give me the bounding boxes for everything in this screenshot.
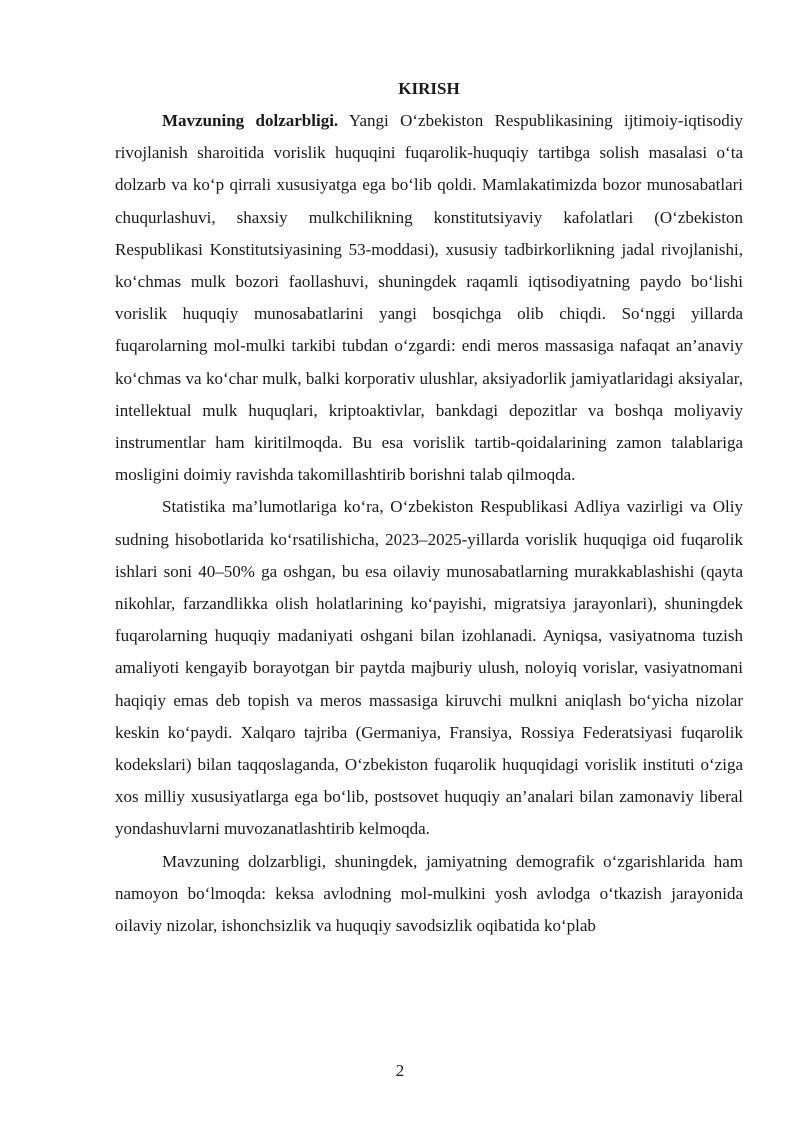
section-heading: KIRISH: [398, 79, 460, 98]
paragraph-text: Mavzuning dolzarbligi, shuningdek, jamiyatning demografik o‘zgarishlarida ham namoyon bo‘lmoqda: keksa avlodning mol-mulkini yosh avlodga o‘tkazish jarayonida oilaviy nizolar, ishonchsizlik va huquqiy savodsizlik oqibatida ko‘plab: [115, 851, 743, 936]
paragraph-2: [115, 491, 743, 845]
paragraph-text: Statistika ma’lumotlariga ko‘ra, O‘zbekiston Respublikasi Adliya vazirligi va Oliy sudning hisobotlarida ko‘rsatilishicha, 2023–2025-yillarda vorislik huquqiga oid fuqarolik ishlari soni 40–50% ga oshgan, bu esa oilaviy munosabatlarning murakkablashishi (qayta nikohlar, farzandlikka olish holatlarining ko‘payishi, migratsiya jarayonlari), shuningdek fuqarolarning huquqiy madaniyati oshgani bilan izohlanadi. Ayniqsa, vasiyatnoma tuzish amaliyoti kengayib borayotgan bir paytda majburiy ulush, noloyiq vorislar, vasiyatnomani haqiqiy emas deb topish va meros massasiga kiruvchi mulkni aniqlash bo‘yicha nizolar keskin ko‘paydi. Xalqaro tajriba (Germaniya, Fransiya, Rossiya Federatsiyasi fuqarolik kodekslari) bilan taqqoslaganda, O‘zbekiston fuqarolik huquqidagi vorislik instituti o‘ziga xos milliy xususiyatlarga ega bo‘lib, postsovet huquqiy an’analari bilan zamonaviy liberal yondashuvlarni muvozanatlashtirib kelmoqda.: [115, 497, 743, 839]
paragraph-lead: Mavzuning dolzarbligi.: [162, 111, 339, 130]
page-number: 2: [395, 1061, 405, 1080]
paragraph-text: Yangi O‘zbekiston Respublikasining ijtimoiy-iqtisodiy rivojlanish sharoitida vorislik huquqini fuqarolik-huquqiy tartibga solish masalasi o‘ta dolzarb va ko‘p qirrali xususiyatga ega bo‘lib qoldi. Mamlakatimizda bozor munosabatlari chuqurlashuvi, shaxsiy mulkchilikning konstitutsiyaviy kafolatlari (O‘zbekiston Respublikasi Konstitutsiyasining 53-moddasi), xususiy tadbirkorlikning jadal rivojlanishi, ko‘chmas mulk bozori faollashuvi, shuningdek raqamli iqtisodiyatning paydo bo‘lishi vorislik huquqiy munosabatlarini yangi bosqichga olib chiqdi. So‘nggi yillarda fuqarolarning mol-mulki tarkibi tubdan o‘zgardi: endi meros massasiga nafaqat an’anaviy ko‘chmas va ko‘char mulk, balki korporativ ulushlar, aksiyadorlik jamiyatlaridagi aksiyalar, intellektual mulk huquqlari, kriptoaktivlar, bankdagi depozitlar va boshqa moliyaviy instrumentlar ham kiritilmoqda. Bu esa vorislik tartib-qoidalarining zamon talablariga mosligini doimiy ravishda takomillashtirib borishni talab qilmoqda.: [115, 111, 743, 485]
document-page: [115, 73, 743, 942]
paragraph-1: [115, 105, 743, 491]
paragraph-3: [115, 846, 743, 943]
